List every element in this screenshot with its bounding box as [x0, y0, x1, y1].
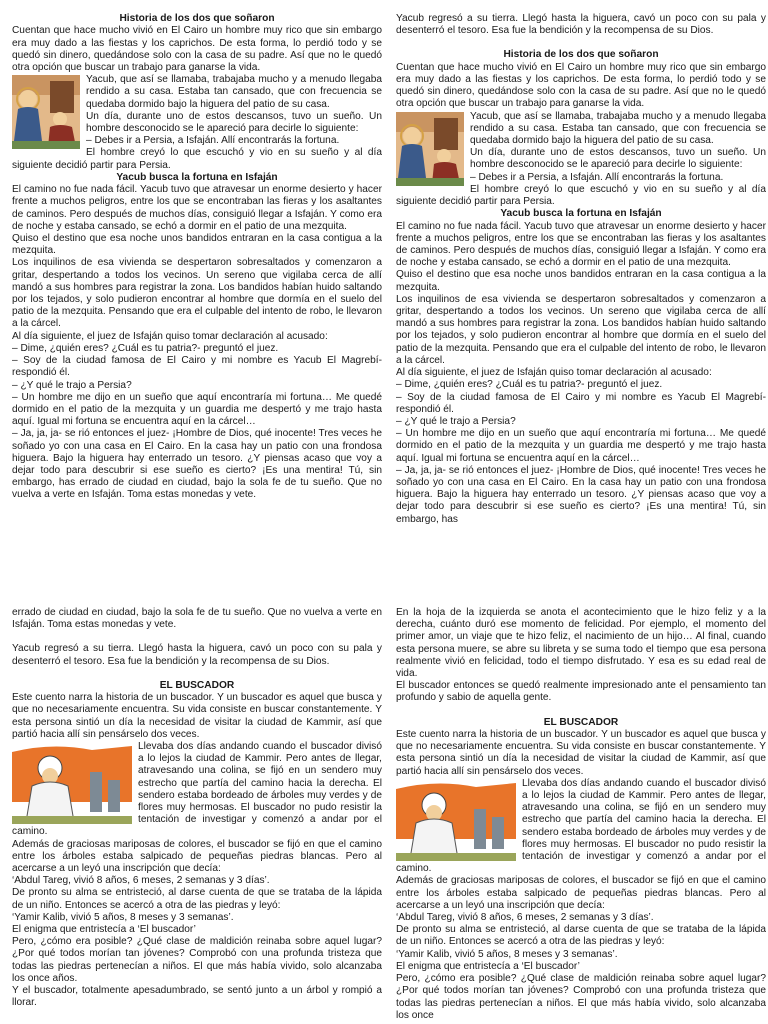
paragraph: – Dime, ¿quién eres? ¿Cuál es tu patria?- preguntó el juez. [396, 379, 663, 391]
column-top-right [396, 13, 766, 558]
paragraph: Yacub regresó a su tierra. Llegó hasta la higuera, cavó un poco con su pala y desenterró el tesoro. Esa fue la bendición y la recompensa de su Dios. [396, 13, 766, 37]
paragraph: Yacub regresó a su tierra. Llegó hasta la higuera, cavó un poco con su pala y desenterró el tesoro. Esa fue la bendición y la recompensa de su Dios. [12, 643, 382, 667]
paragraph: ‘Abdul Tareg, vivió 8 años, 6 meses, 2 semanas y 3 días’. [12, 875, 270, 887]
paragraph: errado de ciudad en ciudad, bajo la sola fe de tu sueño. Que no vuelva a verte en Isfaján. Toma estas monedas y vete. [12, 607, 382, 631]
paragraph: Cuentan que hace mucho vivió en El Cairo un hombre muy rico que sin embargo era muy dado a las fiestas y los caprichos. De esta forma, lo perdió todo y se quedó sin dinero, quedándose solo con la casa de su padre. Así que no le quedó otra opción que buscar un trabajo para ganarse la vida. [396, 61, 766, 110]
seeker-illustration-icon [396, 779, 516, 861]
paragraph: El hombre creyó lo que escuchó y vio en su sueño y al día siguiente decidió partir para Persia. [396, 183, 766, 208]
paragraph: Los inquilinos de esa vivienda se despertaron sobresaltados y comenzaron a gritar, despertando a todos los vecinos. Un sereno que vigilaba cerca de allí mandó a sus hombres para registrar la zona. Los bandidos habían huido saltando por los tejados, y solo pudieron encontrar al hombre que dormía en el suelo del patio de la mezquita. Pensando que era el culpable del intento de robo, le llevaron a la cárcel. [12, 257, 382, 330]
paragraph: El buscador entonces se quedó realmente impresionado ante el pensamiento tan profundo y sabio de aquella gente. [396, 680, 766, 704]
paragraph: – Debes ir a Persia, a Isfaján. Allí encontrarás la fortuna. [470, 171, 724, 183]
paragraph: El hombre creyó lo que escuchó y vio en su sueño y al día siguiente decidió partir para Persia. [12, 147, 382, 171]
paragraph: – Un hombre me dijo en un sueño que aquí encontraría mi fortuna… Me quedé dormido en el patio de la mezquita y un guardia me despertó y me trajo hasta aquí. Igual mi fortuna se encuentra aquí en la cárcel… [396, 428, 766, 464]
paragraph: ‘Yamir Kalib, vivió 5 años, 8 meses y 3 semanas’. [396, 948, 618, 960]
paragraph: De pronto su alma se entristeció, al darse cuenta de que se trataba de la lápida de un niño. Entonces se acercó a otra de las piedras y leyó: [12, 887, 382, 911]
story-title: EL BUSCADOR [159, 679, 235, 691]
paragraph: – Debes ir a Persia, a Isfaján. Allí encontrarás la fortuna. [86, 135, 340, 147]
section-subtitle: Yacub busca la fortuna en Isfaján [500, 208, 662, 220]
paragraph: – Soy de la ciudad famosa de El Cairo y mi nombre es Yacub El Magrebí- respondió él. [12, 355, 382, 379]
saint-illustration-icon [396, 112, 464, 186]
column-bottom-left [12, 607, 382, 1022]
story-title: EL BUSCADOR [543, 716, 619, 728]
paragraph: Al día siguiente, el juez de Isfaján quiso tomar declaración al acusado: [12, 330, 328, 342]
paragraph: – ¿Y qué le trajo a Persia? [12, 379, 132, 391]
story-title: Historia de los dos que soñaron [503, 49, 659, 61]
paragraph: Al día siguiente, el juez de Isfaján quiso tomar declaración al acusado: [396, 367, 712, 379]
paragraph: – ¿Y qué le trajo a Persia? [396, 415, 516, 427]
paragraph: Este cuento narra la historia de un buscador. Y un buscador es aquel que busca y que no necesariamente encuentra. Su vida consiste en buscar constantemente. Y esta persona sintió un día la necesidad de visitar la ciudad de Kammir, así que partió hacia allí sin pensárselo dos veces. [396, 729, 766, 777]
paragraph: Llevaba dos días andando cuando el buscador divisó a lo lejos la ciudad de Kammir. Pero antes de llegar, atravesando una colina, se fijó en un sendero muy estrecho que partía del camino hacia la derecha. El sendero estaba bordeado de árboles muy verdes y de flores muy hermosas. El buscador no pudo resistir la tentación de investigar y comenzó a andar por el camino. [12, 741, 382, 838]
seeker-illustration-icon [12, 742, 132, 824]
paragraph: El enigma que entristecía a ‘El buscador’ [12, 924, 196, 936]
paragraph: – Soy de la ciudad famosa de El Cairo y mi nombre es Yacub El Magrebí- respondió él. [396, 391, 766, 415]
paragraph: Quiso el destino que esa noche unos bandidos entraran en la casa contigua a la mezquita. [12, 233, 382, 257]
paragraph: Un día, durante uno de estos descansos, tuvo un sueño. Un hombre desconocido se le apareció para decirle lo siguiente: [470, 147, 766, 171]
paragraph: El enigma que entristecía a ‘El buscador’ [396, 960, 580, 972]
paragraph: Pero, ¿cómo era posible? ¿Qué clase de maldición reinaba sobre aquel lugar? ¿Por qué todos morían tan jóvenes? Comprobó con una profunda tristeza que todas las piedras pertenecían a niños. El que más había vivido, solo alcanzaba los once años. [12, 936, 382, 984]
paragraph: ‘Abdul Tareg, vivió 8 años, 6 meses, 2 semanas y 3 días’. [396, 912, 654, 924]
paragraph: Además de graciosas mariposas de colores, el buscador se fijó en que el camino entre los árboles estaba salpicado de pequeñas piedras blancas. Pero al acercarse a un leyó una inscripción que decía: [396, 875, 766, 911]
paragraph: Yacub, que así se llamaba, trabajaba mucho y a menudo llegaba rendido a su casa. Estaba tan cansado, que con frecuencia se quedaba dormido bajo la higuera del patio de su casa. [470, 110, 766, 147]
paragraph: – Un hombre me dijo en un sueño que aquí encontraría mi fortuna… Me quedé dormido en el patio de la mezquita y un guardia me despertó y me trajo hasta aquí. Igual mi fortuna se encuentra aquí en la cárcel… [12, 391, 382, 428]
paragraph: – Ja, ja, ja- se rió entonces el juez- ¡Hombre de Dios, qué inocente! Tres veces he soñado yo con una casa en El Cairo. En la casa hay un patio con una frondosa higuera. Bajo la higuera hay enterrado un tesoro. ¿Y piensas acaso que voy a dejar todo para descubrir si ese sueño es cierto? ¡Es una mentira! Tú, sin embargo, has [396, 464, 766, 525]
paragraph: – Ja, ja, ja- se rió entonces el juez- ¡Hombre de Dios, qué inocente! Tres veces he soñado yo con una casa en El Cairo. En la casa hay un patio con una frondosa higuera. Bajo la higuera hay enterrado un tesoro. ¿Y piensas acaso que voy a dejar todo para descubrir si ese sueño es cierto? ¡Es una mentira! Tú, sin embargo, has errado de ciudad en ciudad, bajo la sola fe de tu sueño. Que no vuelva a verte en Isfaján. Toma estas monedas y vete. [12, 428, 382, 501]
paragraph: El camino no fue nada fácil. Yacub tuvo que atravesar un enorme desierto y hacer frente a muchos peligros, entre los que se encontraban las fieras y los asaltantes de caminos. Pero después de muchos días, consiguió llegar a Isfaján. Y como era de noche y estaba cansado, se echó a dormir en el patio de una mezquita. [12, 184, 382, 232]
paragraph: De pronto su alma se entristeció, al darse cuenta de que se trataba de la lápida de un niño. Entonces se acercó a otra de las piedras y leyó: [396, 924, 766, 948]
paragraph: Llevaba dos días andando cuando el buscador divisó a lo lejos la ciudad de Kammir. Pero antes de llegar, atravesando una colina, se fijó en un sendero muy estrecho que partía del camino hacia la derecha. El sendero estaba bordeado de árboles muy verdes y de flores muy hermosas. El buscador no pudo resistir la tentación de investigar y comenzó a andar por el camino. [396, 777, 766, 875]
saint-illustration-icon [12, 75, 80, 149]
paragraph: En la hoja de la izquierda se anota el acontecimiento que le hizo feliz y a la derecha, cuánto duró ese momento de felicidad. Por ejemplo, el momento del primer amor, un viaje que te hizo feliz, el nacimiento de un hijo… Al final, cuando esta persona muere, se abre su libreta y se suma todo el tiempo que esa persona realmente vivió en felicidad, todo el tiempo disfrutado. Y esa es su edad real de vida. [396, 607, 766, 680]
section-subtitle: Yacub busca la fortuna en Isfaján [116, 171, 278, 183]
paragraph: El camino no fue nada fácil. Yacub tuvo que atravesar un enorme desierto y hacer frente a muchos peligros, entre los que se encontraban las fieras y los asaltantes de caminos. Pero después de muchos días, consiguió llegar a Isfaján. Y como era de noche y estaba cansado, se echó a dormir en el patio de una mezquita. [396, 220, 766, 269]
paragraph: Quiso el destino que esa noche unos bandidos entraran en la casa contigua a la mezquita. [396, 269, 766, 293]
paragraph: – Dime, ¿quién eres? ¿Cuál es tu patria?- preguntó el juez. [12, 342, 279, 354]
paragraph: Cuentan que hace mucho vivió en El Cairo un hombre muy rico que sin embargo era muy dado a las fiestas y los caprichos. De esta forma, lo perdió todo y se quedó sin dinero, quedándose solo con la casa de su padre. Así que no le quedó otra opción que buscar un trabajo para ganarse la vida. [12, 25, 382, 74]
paragraph: Yacub, que así se llamaba, trabajaba mucho y a menudo llegaba rendido a su casa. Estaba tan cansado, que con frecuencia se quedaba dormido bajo la higuera del patio de su casa. [86, 74, 382, 110]
paragraph: Un día, durante uno de estos descansos, tuvo un sueño. Un hombre desconocido se le apareció para decirle lo siguiente: [86, 110, 382, 135]
paragraph: Los inquilinos de esa vivienda se despertaron sobresaltados y comenzaron a gritar, despertando a todos los vecinos. Un sereno que vigilaba cerca de allí mandó a sus hombres para registrar la zona. Los bandidos habían huido saltando por los tejados, y solo pudieron encontrar al hombre que dormía en el suelo del patio de la mezquita. Pensando que era el culpable del intento de robo, le llevaron a la cárcel. [396, 293, 766, 366]
column-top-left [12, 13, 382, 558]
paragraph: Además de graciosas mariposas de colores, el buscador se fijó en que el camino entre los árboles estaba salpicado de pequeñas piedras blancas. Pero al acercarse a un leyó una inscripción que decía: [12, 838, 382, 875]
story-title: Historia de los dos que soñaron [119, 13, 275, 24]
paragraph: Pero, ¿cómo era posible? ¿Qué clase de maldición reinaba sobre aquel lugar? ¿Por qué todos morían tan jóvenes? Comprobó con una profunda tristeza que todas las piedras pertenecían a niños. El que más había vivido, solo alcanzaba los once [396, 973, 766, 1021]
paragraph: Y el buscador, totalmente apesadumbrado, se sentó junto a un árbol y rompió a llorar. [12, 985, 382, 1009]
paragraph: Este cuento narra la historia de un buscador. Y un buscador es aquel que busca y que no necesariamente encuentra. Su vida consiste en buscar constantemente. Y esta persona sintió un día la necesidad de visitar la ciudad de Kammir, así que partió hacia allí sin pensárselo dos veces. [12, 692, 382, 740]
paragraph: ‘Yamir Kalib, vivió 5 años, 8 meses y 3 semanas’. [12, 911, 234, 923]
column-bottom-right [396, 607, 766, 1022]
